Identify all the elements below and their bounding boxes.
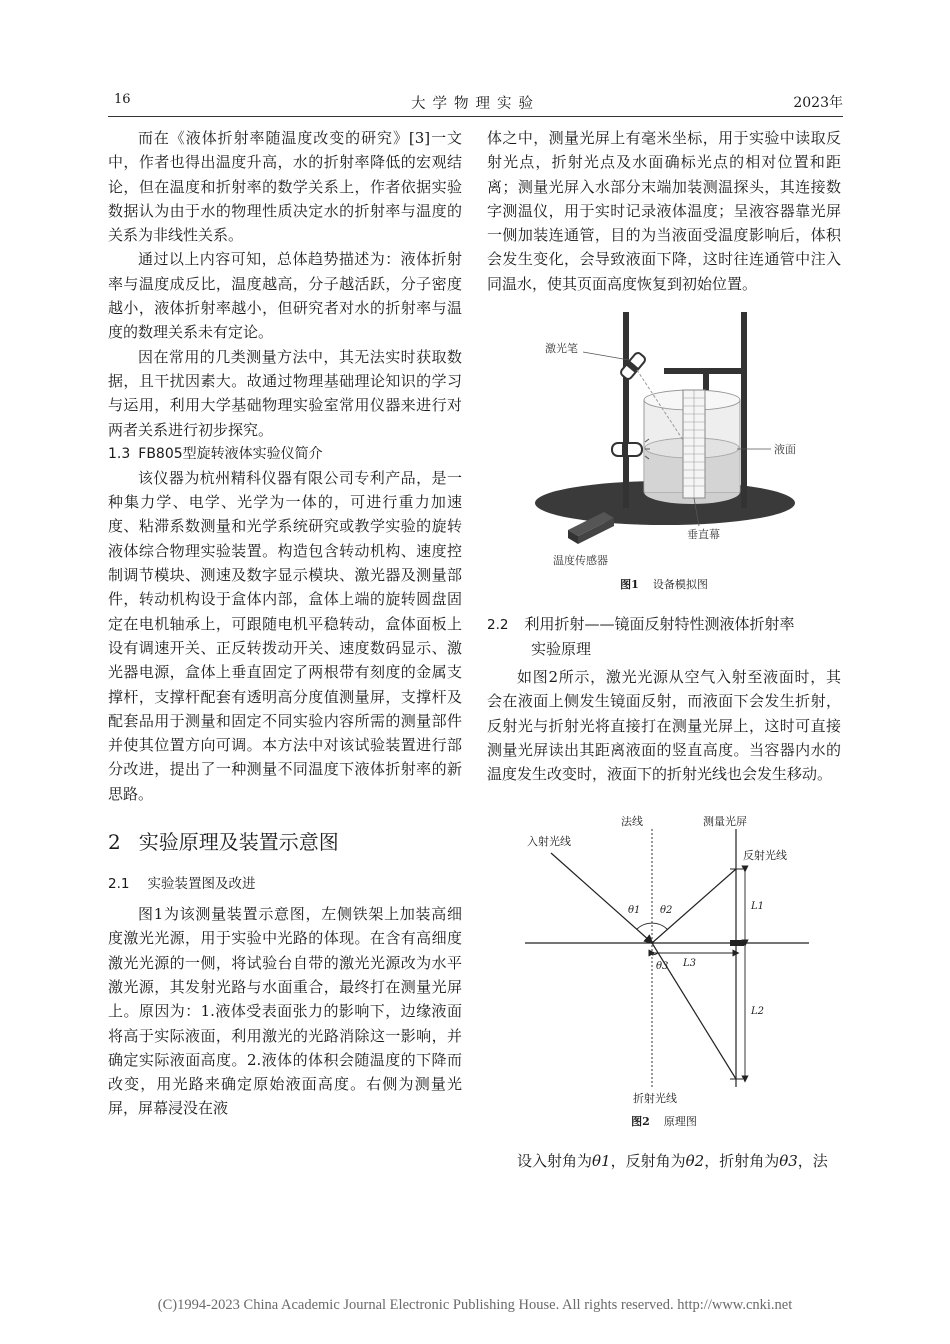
fig2-L3: L3 [683,957,697,969]
text-run: ，折射角为 [704,1151,780,1170]
journal-title: 大学物理实验 [411,96,540,112]
paragraph: 而在《液体折射率随温度改变的研究》[3]一文中，作者也得出温度升高，水的折射率降低的宏观结论，但在温度和折射率的数学关系上，作者依据实验数据认为由于水的物理性质决定水的折射率与温度的关系为非线性关系。 [108,129,462,245]
math-theta1: θ1 [592,1151,611,1170]
paragraph: 如图2所示，激光光源从空气入射至液面时，其会在液面上侧发生镜面反射，而液面下会发生折射，反射光与折射光将直接打在测量光屏上，这时可直接测量光屏读出其距离液面的竖直高度。当容器内水的温度发生改变时，液面下的折射光线也会发生移动。 [487,668,841,784]
section-number: 2 [108,830,121,855]
page-number: 16 [114,92,131,107]
section-title: 实验原理及装置示意图 [138,830,339,855]
fig2-label-refract: 折射光线 [633,1091,677,1105]
section-title: 实验装置图及改进 [147,876,256,893]
caption-number: 图1 [620,578,639,592]
journal-year: 2023年 [793,95,843,111]
fig2-label-reflect: 反射光线 [743,848,787,862]
section-heading-2 [108,828,462,856]
math-theta2: θ2 [685,1151,705,1170]
fig2-theta3: θ3 [656,960,669,972]
left-column [108,126,462,1121]
figure-1-apparatus [487,308,841,570]
fig2-theta1: θ1 [628,904,641,916]
right-column [487,126,841,1173]
left-pole [623,312,629,508]
figure-2-principle [487,809,841,1105]
section-title-cont: 实验原理 [531,640,592,659]
text-run: 设入射角为 [517,1151,593,1170]
fig1-label-surface: 液面 [774,443,796,457]
section-number: 2.1 [108,876,130,893]
fig1-label-screen: 垂直幕 [687,528,720,542]
figure-1-caption [487,576,841,594]
fig2-L2: L2 [751,1005,765,1017]
math-theta3: θ3 [779,1151,798,1170]
section-title: FB805型旋转液体实验仪简介 [138,445,323,462]
fig2-theta2: θ2 [660,904,673,916]
section-heading-2-2 [487,612,841,661]
copyright-footer: (C)1994-2023 China Academic Journal Electronic Publishing House. All rights reserved. http://www.cnki.net [157,1297,793,1313]
paragraph: 通过以上内容可知，总体趋势描述为：液体折射率与温度成反比，温度越高，分子越活跃，分子密度越小，液体折射率越小，但研究者对水的折射率与温度的数理关系未有定论。 [108,250,462,342]
paragraph: 因在常用的几类测量方法中，其无法实时获取数据，且干扰因素大。故通过物理基础理论知识的学习与运用，利用大学基础物理实验室常用仪器来进行对两者关系进行初步探究。 [108,347,462,439]
page-header [108,92,843,114]
figure-2-caption [487,1113,841,1131]
right-pole [741,312,747,508]
fig2-label-screen: 测量光屏 [703,814,747,828]
text-run: ，反射角为 [610,1151,686,1170]
paragraph: 该仪器为杭州精科仪器有限公司专利产品，是一种集力学、电学、光学为一体的，可进行重力加速度、粘滞系数测量和光学系统研究或教学实验的旋转液体综合物理实验装置。构造包含转动机构、速度控制调节模块、测速及数字显示模块、激光器及测量部件，转动机构设于盒体内部，盒体上端的旋转圆盘固定在电机轴承上，可跟随电机平稳转动，盒体面板上设有调速开关、正反转拨动开关、速度数码显示、激光器电源，盒体上垂直固定了两根带有刻度的金属支撑杆，支撑杆配套有透明高分度值测量屏，支撑杆及配套品用于测量和固定不同实验内容所需的测量部件并使其位置方向可调。本方法中对该试验装置进行部分改进，提出了一种测量不同温度下液体折射率的新思路。 [108,468,462,803]
caption-title: 设备模拟图 [652,578,708,592]
text-run: ，法 [797,1151,828,1170]
paragraph: 图1为该测量装置示意图，左侧铁架上加装高细度激光光源，用于实验中光路的体现。在含有高细度激光光源的一侧，将试验台自带的激光光源改为水平激光源，其发射光路与水面重合，最终打在测量光屏上。原因为：1.液体受表面张力的影响下，边缘液面将高于实际液面，利用激光的光路消除这一影响，并确定实际液面高度。2.液体的体积会随温度的下降而改变，用光路来确定原始液面高度。右侧为测量光屏，屏幕浸没在液 [108,905,462,1118]
paragraph [487,1149,841,1173]
fig1-label-laser: 激光笔 [545,342,578,356]
section-heading-2-1 [108,872,462,896]
section-number: 1.3 [108,445,131,462]
paragraph: 体之中，测量光屏上有毫米坐标，用于实验中读取反射光点，折射光点及水面确标光点的相对位置和距离；测量光屏入水部分末端加装测温探头，其连接数字测温仪，用于实时记录液体温度；呈液容器靠光屏一侧加装连通管，目的为当液面受温度影响后，体积会发生变化，会导致液面下降，这时往连通管中注入同温水，使其页面高度恢复到初始位置。 [487,129,841,293]
caption-title: 原理图 [663,1114,697,1128]
fig2-label-incident: 入射光线 [527,834,571,848]
fig2-L1: L1 [751,900,765,912]
incident-ray [551,853,650,941]
section-heading-1-3 [108,442,462,466]
header-rule [108,116,843,117]
fig1-label-sensor: 温度传感器 [553,554,608,568]
caption-number: 图2 [631,1114,650,1128]
fig2-label-normal: 法线 [621,814,643,828]
section-title: 利用折射——镜面反射特性测液体折射率 [524,615,795,634]
section-number: 2.2 [487,617,509,634]
